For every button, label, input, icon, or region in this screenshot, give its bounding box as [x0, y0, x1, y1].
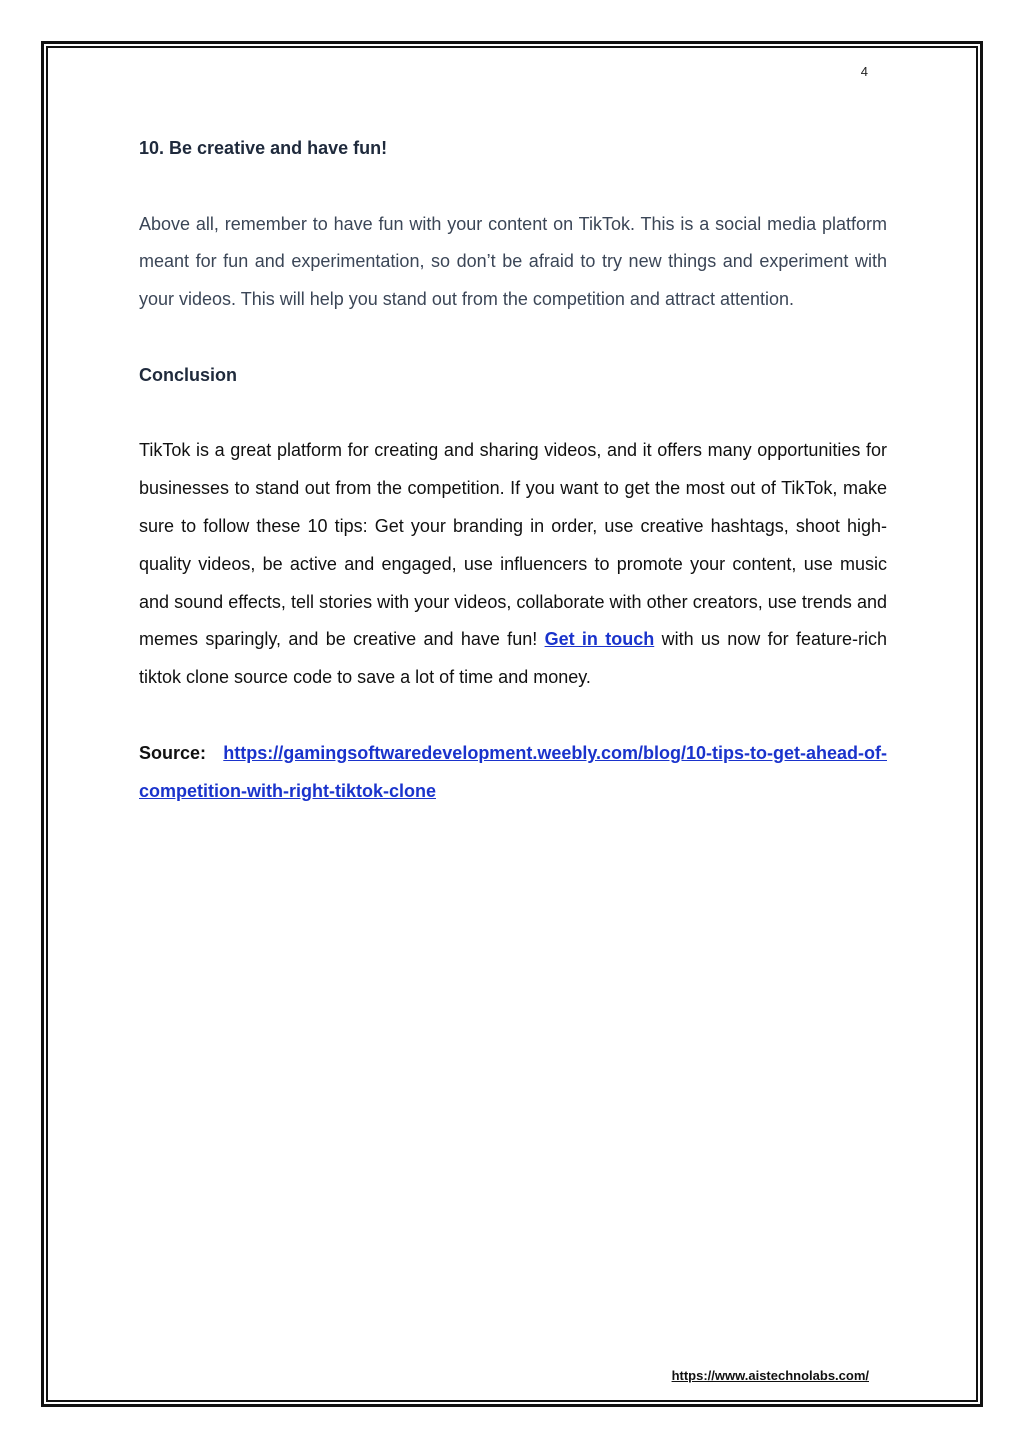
- spacer: [139, 168, 887, 206]
- section-10-paragraph: Above all, remember to have fun with your content on TikTok. This is a social media platform meant for fun and experimentation, so don’t be afraid to try new things and experiment with your videos. This will help you stand out from the competition and attract attention.: [139, 213, 887, 310]
- spacer: [139, 395, 887, 433]
- conclusion-heading: Conclusion: [139, 364, 237, 385]
- section-10-heading: 10. Be creative and have fun!: [139, 138, 388, 158]
- conclusion-paragraph: [139, 432, 887, 697]
- spacer: [139, 319, 887, 357]
- source-link[interactable]: https://gamingsoftwaredevelopment.weebly.com/blog/10-tips-to-get-ahead-of-competition-with-right-tiktok-clone: [139, 742, 887, 801]
- get-in-touch-link[interactable]: Get in touch: [544, 629, 655, 650]
- page-number: 4: [860, 64, 868, 79]
- conclusion-text-before-link: TikTok is a great platform for creating and sharing videos, and it offers many opportunities for businesses to stand out from the competition. If you want to get the most out of TikTok, make sure to follow these 10 tips: Get your branding in order, use creative hashtags, shoot high-quality videos, be active and engaged, use influencers to promote your content, use music and sound effects, tell stories with your videos, collaborate with other creators, use trends and memes sparingly, and be creative and have fun!: [139, 440, 887, 650]
- document-body: [139, 130, 887, 810]
- source-line: [139, 735, 887, 811]
- source-label: Source:: [139, 742, 207, 763]
- conclusion-text-after-link: with us now for feature-rich tiktok clone source code to save a lot of time and money.: [139, 629, 887, 688]
- footer-website-link[interactable]: https://www.aistechnolabs.com/: [671, 1368, 869, 1383]
- spacer: [139, 697, 887, 735]
